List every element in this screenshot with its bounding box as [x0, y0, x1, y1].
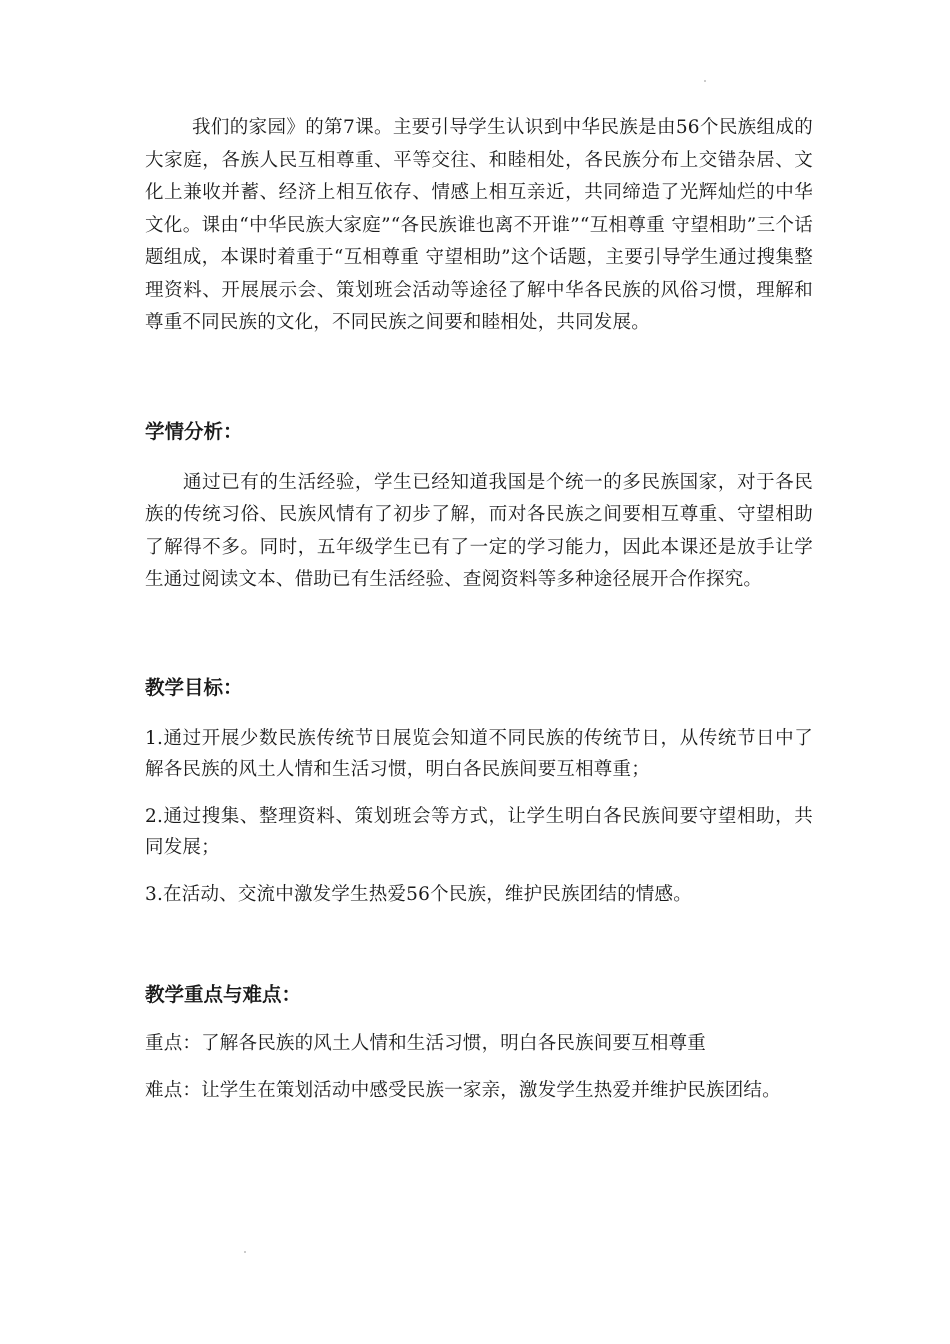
learning-analysis-paragraph: 通过已有的生活经验，学生已经知道我国是个统一的多民族国家，对于各民族的传统习俗、民族风情有了初步了解，而对各民族之间要相互尊重、守望相助了解得不多。同时，五年级学生已有了一定的学习能力，因此本课还是放手让学生通过阅读文本、借助已有生活经验、查阅资料等多种途径展开合作探究。: [145, 471, 813, 590]
key-points-heading: 教学重点与难点：: [145, 982, 302, 1006]
document-body: [145, 112, 813, 1106]
key-point-difficulty: 难点：让学生在策划活动中感受民族一家亲，激发学生热爱并维护民族团结。: [145, 1079, 781, 1101]
header-dot: [704, 80, 706, 82]
key-point-focus: 重点：了解各民族的风土人情和生活习惯，明白各民族间要互相尊重: [145, 1032, 707, 1054]
intro-paragraph: 我们的家园》的第7课。主要引导学生认识到中华民族是由56个民族组成的大家庭，各族人民互相尊重、平等交往、和睦相处，各民族分布上交错杂居、文化上兼收并蓄、经济上相互依存、情感上相互亲近，共同缔造了光辉灿烂的中华文化。课由“中华民族大家庭”“各民族谁也离不开谁”“互相尊重 守望相助”三个话题组成，本课时着重于“互相尊重 守望相助”这个话题，主要引导学生通过搜集整理资料、开展展示会、策划班会活动等途径了解中华各民族的风俗习惯，理解和尊重不同民族的文化，不同民族之间要和睦相处，共同发展。: [145, 117, 813, 333]
footer-dot: [244, 1251, 246, 1253]
objective-item-3: 3.在活动、交流中激发学生热爱56个民族，维护民族团结的情感。: [145, 883, 692, 905]
objective-item-1: 1.通过开展少数民族传统节日展览会知道不同民族的传统节日，从传统节日中了解各民族的风土人情和生活习惯，明白各民族间要互相尊重；: [145, 727, 813, 780]
objective-item-2: 2.通过搜集、整理资料、策划班会等方式，让学生明白各民族间要守望相助，共同发展；: [145, 805, 813, 858]
learning-analysis-heading: 学情分析：: [145, 419, 243, 443]
objectives-heading: 教学目标：: [145, 675, 243, 699]
